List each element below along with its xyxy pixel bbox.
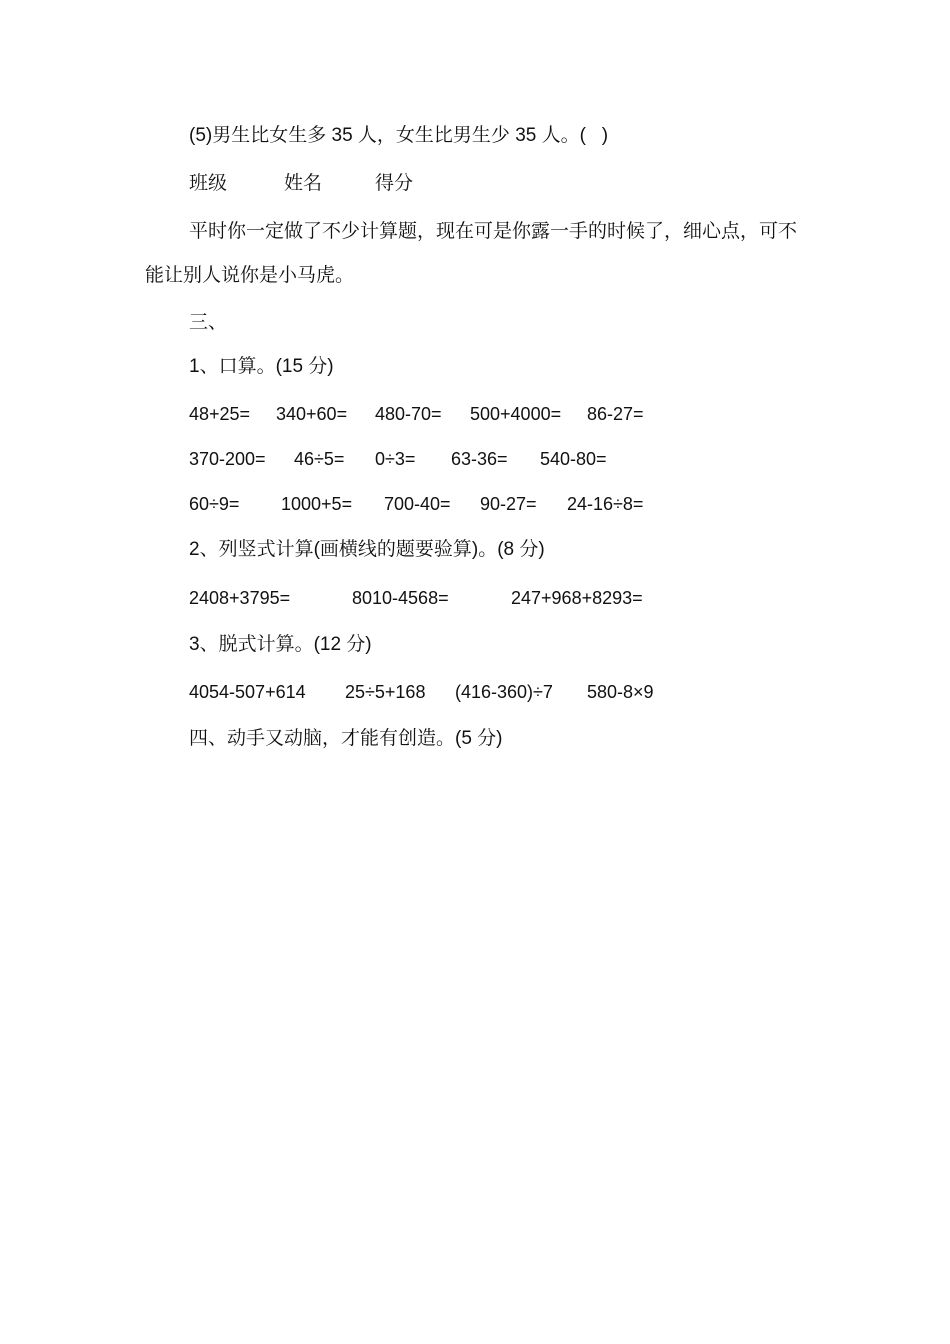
oral-problem: 60÷9= — [189, 494, 240, 514]
vertical-calc-problem: 247+968+8293= — [511, 588, 643, 608]
oral-problem: 46÷5= — [294, 449, 345, 469]
oral-problem: 370-200= — [189, 449, 266, 469]
oral-problem: 480-70= — [375, 404, 442, 424]
step-calc-problem: 4054-507+614 — [189, 682, 306, 702]
oral-problem: 700-40= — [384, 494, 451, 514]
section-4-title: 四、动手又动脑，才能有创造。(5 分) — [189, 728, 503, 749]
oral-problem: 63-36= — [451, 449, 508, 469]
oral-problem: 500+4000= — [470, 404, 562, 424]
oral-problem: 86-27= — [587, 404, 644, 424]
part-3-title: 3、脱式计算。(12 分) — [189, 634, 372, 655]
vertical-calc-problem: 8010-4568= — [352, 588, 449, 608]
oral-problem: 90-27= — [480, 494, 537, 514]
intro-paragraph: 平时你一定做了不少计算题，现在可是你露一手的时候了，细心点，可不能让别人说你是小马虎。 — [145, 221, 798, 286]
class-label: 班级 — [189, 173, 228, 194]
oral-problem: 1000+5= — [281, 494, 353, 514]
question-5: (5)男生比女生多 35 人，女生比男生少 35 人。( ) — [189, 125, 609, 146]
section-3-heading: 三、 — [189, 312, 228, 333]
oral-problem: 24-16÷8= — [567, 494, 644, 514]
step-calc-problem: 580-8×9 — [587, 682, 654, 702]
step-calc-problem: 25÷5+168 — [345, 682, 426, 702]
oral-problem: 48+25= — [189, 404, 251, 424]
part-1-title: 1、口算。(15 分) — [189, 356, 334, 377]
part-2-title: 2、列竖式计算(画横线的题要验算)。(8 分) — [189, 539, 545, 560]
oral-problem: 540-80= — [540, 449, 607, 469]
name-label: 姓名 — [284, 173, 323, 194]
oral-problem: 340+60= — [276, 404, 348, 424]
score-label: 得分 — [375, 173, 414, 194]
step-calc-problem: (416-360)÷7 — [455, 682, 553, 702]
oral-problem: 0÷3= — [375, 449, 416, 469]
vertical-calc-problem: 2408+3795= — [189, 588, 291, 608]
